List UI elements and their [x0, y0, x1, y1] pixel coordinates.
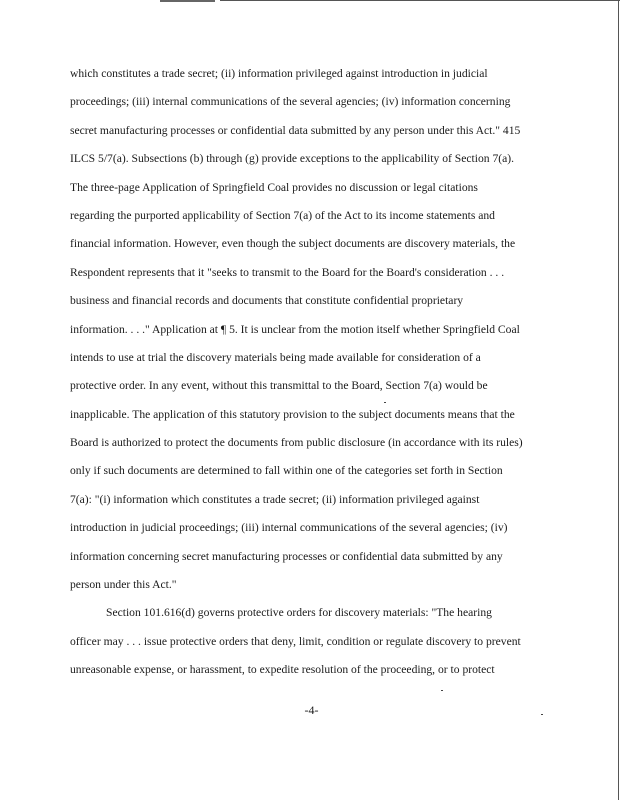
page-number: -4-: [304, 703, 319, 717]
text-line: intends to use at trial the discovery materials being made available for consideration of a: [70, 350, 481, 364]
document-body: [70, 60, 550, 685]
text-line: financial information. However, even though the subject documents are discovery materials, the: [70, 237, 516, 251]
text-line: 7(a): "(i) information which constitutes a trade secret; (ii) information privileged against: [70, 492, 480, 506]
text-line: information concerning secret manufacturing processes or confidential data submitted by any: [70, 549, 503, 563]
text-line: The three-page Application of Springfield Coal provides no discussion or legal citations: [70, 180, 478, 194]
scan-speck: [541, 714, 543, 715]
page-top-border: [220, 0, 620, 1]
text-line: information. . . ." Application at ¶ 5. It is unclear from the motion itself whether Springfield Coal: [70, 322, 520, 336]
text-line: which constitutes a trade secret; (ii) information privileged against introduction in judicial: [70, 67, 488, 80]
text-line: only if such documents are determined to fall within one of the categories set forth in Section: [70, 464, 503, 478]
text-line: Board is authorized to protect the documents from public disclosure (in accordance with its rules): [70, 436, 523, 450]
text-line: person under this Act.": [70, 578, 177, 592]
paragraph-first-line: Section 101.616(d) governs protective orders for discovery materials: "The hearing: [106, 606, 492, 620]
text-line: business and financial records and documents that constitute confidential proprietary: [70, 294, 464, 308]
text-line: introduction in judicial proceedings; (iii) internal communications of the several agencies; (iv): [70, 521, 508, 535]
page-edge-fragment: [160, 0, 215, 2]
scan-speck: [441, 690, 443, 691]
text-line: ILCS 5/7(a). Subsections (b) through (g) provide exceptions to the applicability of Section 7(a).: [70, 152, 515, 166]
text-line: secret manufacturing processes or confidential data submitted by any person under this Act." 415: [70, 123, 521, 137]
text-line: regarding the purported applicability of Section 7(a) of the Act to its income statements and: [70, 208, 495, 222]
text-line: officer may . . . issue protective orders that deny, limit, condition or regulate discovery to prevent: [70, 634, 521, 648]
page-right-border: [618, 0, 619, 800]
text-line: protective order. In any event, without this transmittal to the Board, Section 7(a) would be: [70, 379, 488, 393]
text-line: Respondent represents that it "seeks to transmit to the Board for the Board's consideration . . .: [70, 265, 505, 279]
text-line: inapplicable. The application of this statutory provision to the subject documents means that the: [70, 407, 515, 421]
text-line: unreasonable expense, or harassment, to expedite resolution of the proceeding, or to protect: [70, 663, 495, 677]
scan-speck: [384, 402, 386, 403]
text-line: proceedings; (iii) internal communications of the several agencies; (iv) information concerning: [70, 95, 511, 109]
